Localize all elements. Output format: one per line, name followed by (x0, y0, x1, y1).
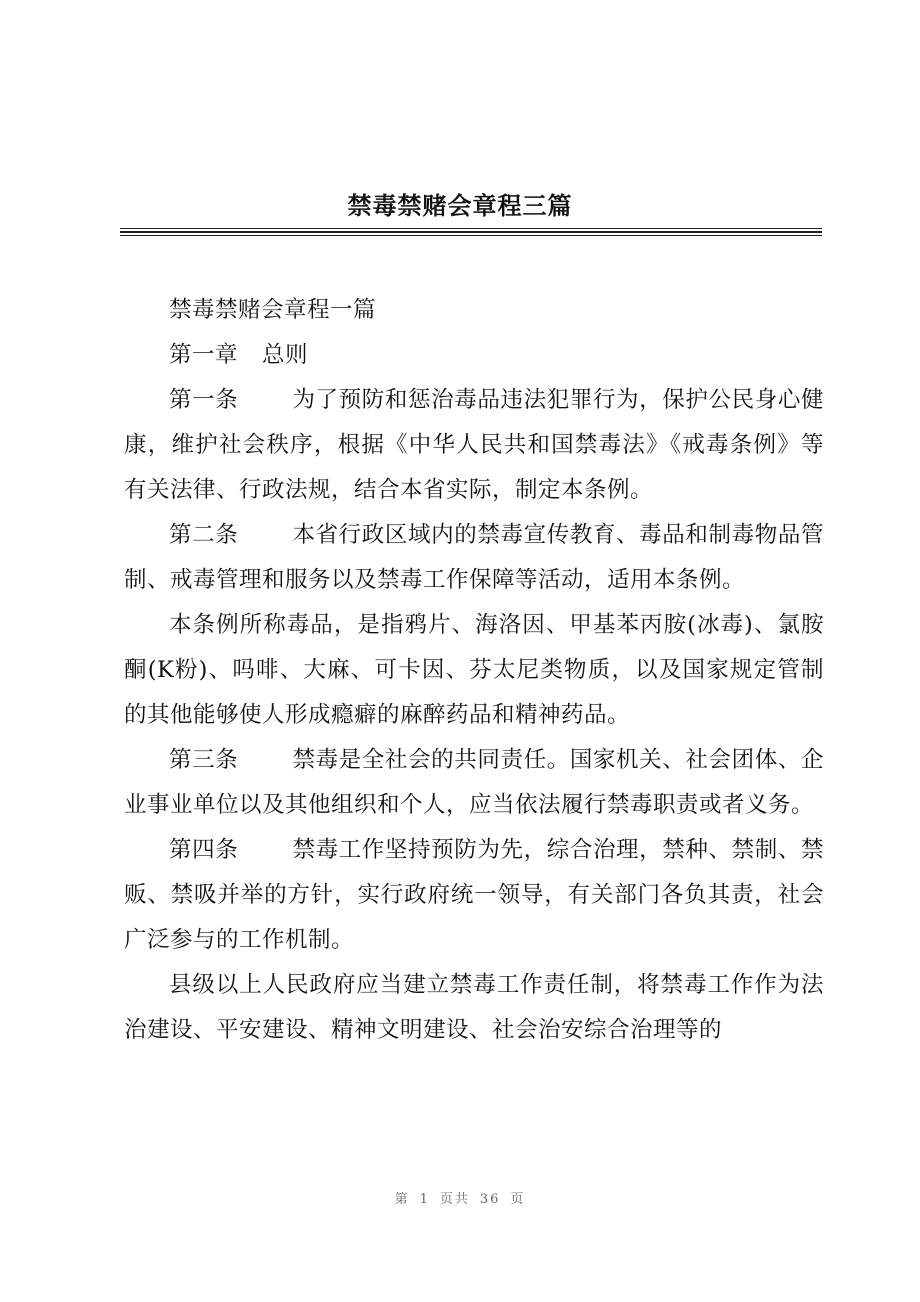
article-2 (124, 513, 824, 603)
article-1 (124, 378, 824, 513)
paragraph-drug-definition: 本条例所称毒品，是指鸦片、海洛因、甲基苯丙胺(冰毒)、氯胺酮(K粉)、吗啡、大麻、可卡因、芬太尼类物质，以及国家规定管制的其他能够使人形成瘾癖的麻醉药品和精神药品。 (124, 612, 824, 728)
article-text: 为了预防和惩治毒品违法犯罪行为，保护公民身心健康，维护社会秩序，根据《中华人民共和国禁毒法》《戒毒条例》等有关法律、行政法规，结合本省实际，制定本条例。 (124, 387, 824, 503)
document-body (124, 288, 824, 1053)
article-text: 禁毒工作坚持预防为先，综合治理，禁种、禁制、禁贩、禁吸并举的方针，实行政府统一领导，有关部门各负其责，社会广泛参与的工作机制。 (124, 837, 824, 953)
article-label: 第二条 (169, 522, 239, 548)
title-underline (120, 235, 822, 236)
footer-prefix: 第 (394, 1192, 410, 1207)
article-3 (124, 738, 824, 828)
chapter-heading (124, 333, 824, 378)
article-label: 第三条 (169, 747, 239, 773)
article-label: 第一条 (169, 387, 239, 413)
document-title: 禁毒禁赌会章程三篇 (347, 192, 573, 220)
title-underline (120, 228, 822, 229)
title-underline (120, 231, 822, 233)
current-page-number: 1 (419, 1192, 430, 1207)
total-pages: 36 (479, 1192, 501, 1207)
paragraph-county-responsibility: 县级以上人民政府应当建立禁毒工作责任制，将禁毒工作作为法治建设、平安建设、精神文明建设、社会治安综合治理等的 (124, 972, 824, 1043)
footer-middle: 页共 (439, 1192, 470, 1207)
chapter-label: 第一章 (169, 342, 239, 368)
article-label: 第四条 (169, 837, 239, 863)
page-footer (0, 1188, 920, 1207)
article-text: 本省行政区域内的禁毒宣传教育、毒品和制毒物品管制、戒毒管理和服务以及禁毒工作保障等活动，适用本条例。 (124, 522, 824, 593)
article-text: 禁毒是全社会的共同责任。国家机关、社会团体、企业事业单位以及其他组织和个人，应当依法履行禁毒职责或者义务。 (124, 747, 824, 818)
section-title: 禁毒禁赌会章程一篇 (169, 297, 377, 323)
article-4 (124, 828, 824, 963)
chapter-name: 总则 (262, 342, 309, 368)
footer-suffix: 页 (510, 1192, 526, 1207)
